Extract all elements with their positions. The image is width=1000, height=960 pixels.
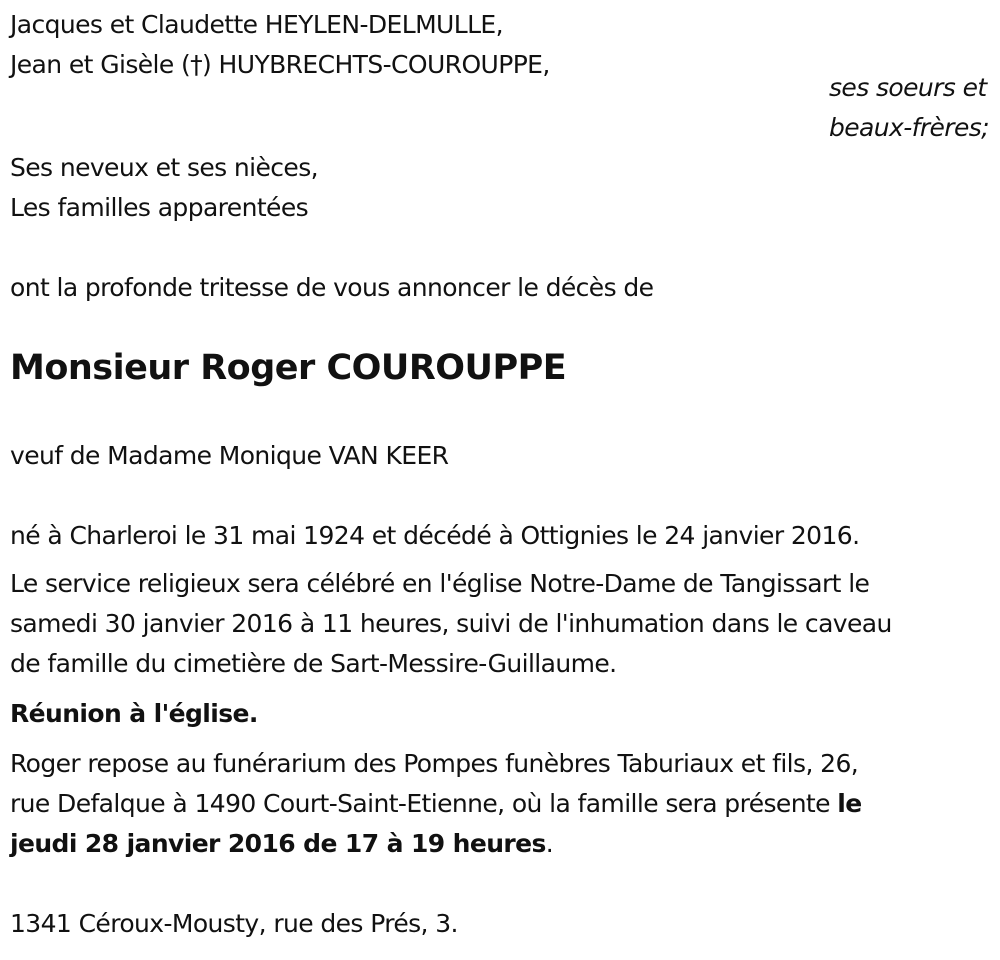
family-address: 1341 Céroux-Mousty, rue des Prés, 3. bbox=[10, 909, 458, 938]
visitation-date-time: jeudi 28 janvier 2016 de 17 à 19 heures bbox=[10, 829, 546, 858]
visitation-line-2-bold: le bbox=[837, 789, 862, 818]
service-line-1: Le service religieux sera célébré en l'église Notre-Dame de Tangissart le bbox=[10, 569, 870, 598]
family-line-4: Les familles apparentées bbox=[10, 193, 309, 222]
visitation-line-3 bbox=[10, 824, 553, 864]
widow-of: veuf de Madame Monique VAN KEER bbox=[10, 441, 449, 470]
relation-line-2: beaux-frères; bbox=[829, 113, 989, 142]
relation-line-1: ses soeurs et bbox=[829, 73, 987, 102]
deceased-name: Monsieur Roger COUROUPPE bbox=[10, 348, 567, 388]
family-line-2: Jean et Gisèle (†) HUYBRECHTS-COUROUPPE, bbox=[10, 50, 550, 79]
announcement-text: ont la profonde tritesse de vous annoncer le décès de bbox=[10, 273, 654, 302]
visitation-line-1: Roger repose au funérarium des Pompes funèbres Taburiaux et fils, 26, bbox=[10, 749, 859, 778]
visitation-line-2-text: rue Defalque à 1490 Court-Saint-Etienne, où la famille sera présente bbox=[10, 789, 838, 818]
visitation-line-2 bbox=[10, 784, 862, 824]
service-line-3: de famille du cimetière de Sart-Messire-Guillaume. bbox=[10, 649, 617, 678]
family-line-1: Jacques et Claudette HEYLEN-DELMULLE, bbox=[10, 10, 503, 39]
meeting-note: Réunion à l'église. bbox=[10, 699, 258, 728]
family-line-3: Ses neveux et ses nièces, bbox=[10, 153, 318, 182]
visitation-line-3-end: . bbox=[545, 829, 554, 858]
birth-death-line: né à Charleroi le 31 mai 1924 et décédé à Ottignies le 24 janvier 2016. bbox=[10, 521, 860, 550]
service-line-2: samedi 30 janvier 2016 à 11 heures, suivi de l'inhumation dans le caveau bbox=[10, 609, 892, 638]
